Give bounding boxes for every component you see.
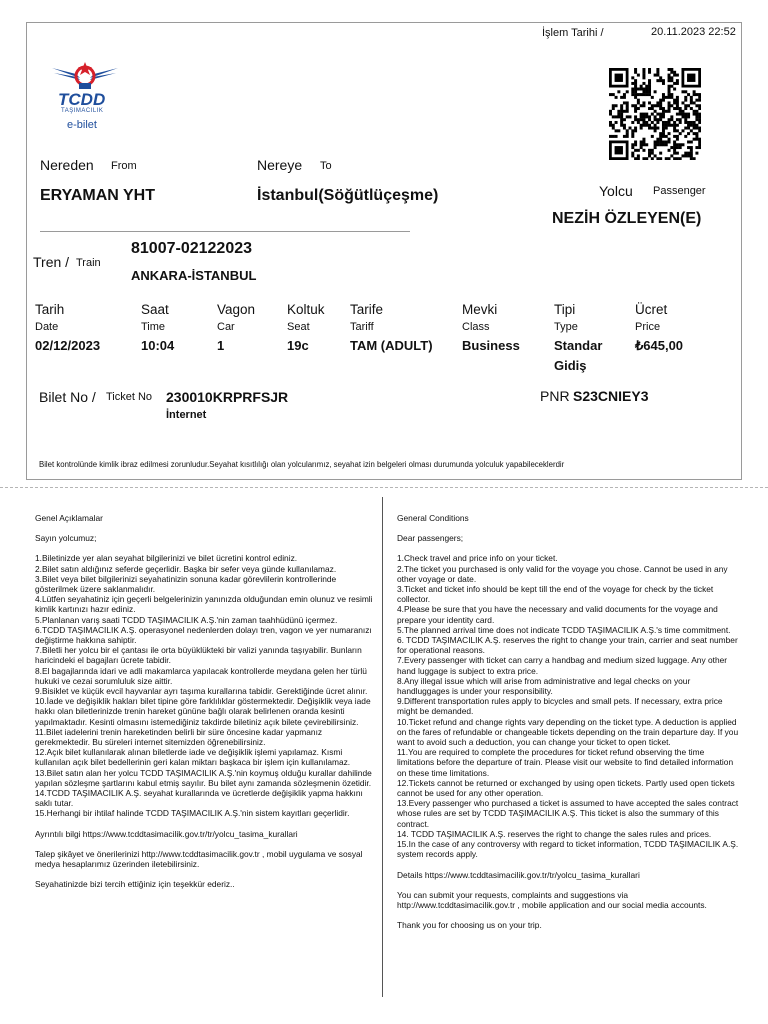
detail-label-tr: Tarih (35, 302, 65, 317)
condition-item: 9.Different transportation rules apply to bicycles and small pets. If necessary, extra price might be demanded. (397, 696, 723, 717)
from-label-tr: Nereden (40, 157, 94, 173)
condition-item: 4.Lütfen seyahatiniz için geçerli belgelerinizin yanınızda olduğundan emin olunuz ve resimli kimlik kartınızı hazır ediniz. (35, 594, 373, 615)
pnr-label: PNR (540, 388, 570, 404)
detail-label-tr: Tarife (350, 302, 384, 317)
condition-item: 15.In the case of any controversy with regard to ticket information, TCDD TAŞIMACILIK A.Ş. system records apply. (397, 839, 739, 860)
condition-item: 1.Biletinizde yer alan seyahat bilgilerinizi ve bilet ücretini kontrol ediniz. (35, 553, 298, 564)
condition-item: 7.Biletli her yolcu bir el çantası ile orta büyüklükteki bir valizi yanında taşıyabilir. Bunların haricindeki el bagajları ücrete tabidir. (35, 645, 362, 666)
transaction-date-value: 20.11.2023 22:52 (651, 26, 736, 38)
transaction-date-label: İşlem Tarihi / (542, 27, 604, 39)
detail-value: 1 (217, 338, 225, 353)
conditions-en-thanks: Thank you for choosing us on your trip. (397, 920, 542, 931)
condition-item: 2.Bilet satın aldığınız seferde geçerlidir. Başka bir sefer veya günde kullanılamaz. (35, 563, 337, 574)
detail-label-tr: Koltuk (287, 302, 325, 317)
train-label-en: Train (76, 257, 101, 269)
column-divider (382, 497, 383, 997)
condition-item: 3.Ticket and ticket info should be kept till the end of the voyage for check by the ticket collector. (397, 584, 714, 605)
train-label-tr: Tren / (33, 254, 70, 270)
detail-label-tr: Ücret (635, 302, 668, 317)
condition-item: 13.Bilet satın alan her yolcu TCDD TAŞIMACILIK A.Ş.'nin koymuş olduğu kurallar dahilinde yapılan sözleşme şartlarını kabul etmiş sayılır. Bu bilet aynı zamanda sözleşmenin özetidir. (35, 767, 372, 788)
detail-label-tr: Vagon (217, 302, 256, 317)
detail-label-tr: Tipi (554, 302, 576, 317)
detail-label-tr: Saat (141, 302, 169, 317)
condition-item: 12.Tickets cannot be returned or exchanged by using open tickets. Partly used open tickets cannot be used for any other operation. (397, 777, 735, 799)
detail-label-en: Price (635, 321, 661, 333)
to-station: İstanbul(Söğütlüçeşme) (257, 187, 439, 204)
qr-code (609, 68, 701, 160)
tcdd-logo-icon (50, 58, 120, 92)
sales-channel: İnternet (166, 409, 207, 421)
conditions-tr-title: Genel Açıklamalar (35, 513, 103, 523)
passenger-label-tr: Yolcu (599, 183, 633, 199)
detail-value: 19c (287, 338, 309, 353)
condition-item: 10.İade ve değişiklik hakları bilet tipine göre farklılıklar göstermektedir. Değişiklik veya iade hakkı olan biletlerinizde trenin hareket gününe bağlı olarak belirlenen oranda kesinti yapılmaktadır. Kesinti olmasını istemediğiniz takdirde biletiniz açık bilete çevirebilirsiniz. (35, 696, 371, 727)
from-station: ERYAMAN YHT (40, 187, 155, 204)
condition-item: 14.TCDD TAŞIMACILIK A.Ş. seyahat kurallarında ve ücretlerde değişiklik yapma hakkını saklı tutar. (35, 788, 363, 809)
train-route: ANKARA-İSTANBUL (131, 268, 257, 283)
condition-item: 5.Planlanan varış saati TCDD TAŞIMACILIK A.Ş.'nin zaman taahhüdünü içermez. (35, 614, 338, 625)
detail-value: TAM (ADULT) (350, 338, 433, 353)
to-label-en: To (320, 160, 332, 172)
conditions-tr (35, 513, 375, 900)
detail-label-en: Tariff (350, 321, 374, 333)
train-number: 81007-02122023 (131, 240, 253, 257)
tear-line (0, 487, 768, 488)
condition-item: 15.Herhangi bir ihtilaf halinde TCDD TAŞIMACILIK A.Ş.'nin sistem kayıtları geçerlidir. (35, 808, 350, 819)
detail-value: Business (462, 338, 520, 353)
condition-item: 3.Bilet veya bilet bilgilerinizi seyahatinizin sonuna kadar görevlilerin kontrollerinde gösterilmek üzere saklanmalıdır. (35, 573, 337, 595)
passenger-name: NEZİH ÖZLEYEN(E) (552, 210, 702, 227)
detail-value: ₺645,00 (635, 338, 684, 353)
conditions-en-list (397, 553, 742, 859)
detail-label-tr: Mevki (462, 302, 498, 317)
detail-value: 02/12/2023 (35, 338, 101, 353)
conditions-en-greeting: Dear passengers; (397, 533, 464, 544)
conditions-en-more-info: Details https://www.tcddtasimacilik.gov.tr/tr/yolcu_tasima_kurallari (397, 869, 640, 880)
conditions-en-title: General Conditions (397, 513, 469, 523)
logo-ebilet: e-bilet (67, 119, 97, 131)
condition-item: 6.TCDD TAŞIMACILIK A.Ş. operasyonel nedenlerden dolayı tren, vagon ve yer numaranızı değiştirme hakkına sahiptir. (35, 624, 372, 646)
detail-value: 10:04 (141, 338, 175, 353)
conditions-en (397, 513, 742, 940)
detail-label-en: Class (462, 321, 490, 333)
detail-value-secondary: Gidiş (554, 358, 587, 373)
condition-item: 14. TCDD TAŞIMACILIK A.Ş. reserves the right to change the sales rules and prices. (397, 828, 712, 839)
conditions-tr-greeting: Sayın yolcumuz; (35, 533, 97, 544)
conditions-tr-more-info: Ayrıntılı bilgi https://www.tcddtasimacilik.gov.tr/tr/yolcu_tasima_kurallari (35, 828, 298, 839)
conditions-tr-thanks: Seyahatinizde bizi tercih ettiğiniz için teşekkür ederiz.. (35, 879, 235, 890)
detail-value: Standar (554, 338, 603, 353)
ticket-number-label-en: Ticket No (106, 391, 153, 403)
conditions-en-complaints: You can submit your requests, complaints and suggestions via http://www.tcddtasimacilik.gov.tr , mobile application and our social media accounts. (397, 889, 707, 910)
detail-label-en: Date (35, 321, 59, 333)
condition-item: 4.Please be sure that you have the necessary and valid documents for the voyage and prepare your identity card. (397, 604, 718, 625)
logo-subtitle: TAŞIMACILIK (61, 108, 104, 114)
condition-item: 10.Ticket refund and change rights vary depending on the ticket type. A deduction is applied on the fares of refundable or changeable tickets depending on the train departure day. If you want to avoid such a deduction, you can change your ticket to open ticket. (397, 716, 739, 748)
id-notice: Bilet kontrolünde kimlik ibraz edilmesi zorunludur.Seyahat kısıtlılığı olan yolcularımız, seyahat izin belgeleri olması durumunda yolculuk yapabileceklerdir (39, 460, 565, 469)
detail-label-en: Time (141, 321, 166, 333)
condition-item: 9.Bisiklet ve küçük evcil hayvanlar ayrı taşıma kurallarına tabidir. Gerektiğinde ücret alınır. (35, 686, 368, 697)
logo-name: TCDD (58, 90, 106, 109)
detail-label-en: Type (554, 321, 578, 333)
condition-item: 11.You are required to complete the procedures for ticket refund observing the time limitations before the departure of train. Please visit our website to find detailed information on these time limitations. (397, 747, 734, 778)
condition-item: 1.Check travel and price info on your ticket. (397, 553, 558, 564)
passenger-label-en: Passenger (653, 185, 706, 197)
condition-item: 5.The planned arrival time does not indicate TCDD TAŞIMACILIK A.Ş.'s time commitment. (397, 624, 731, 635)
condition-item: 13.Every passenger who purchased a ticket is assumed to have accepted the sales contract whose rules are set by TCDD TAŞIMACILIK A.Ş. This ticket is also the summary of this contract. (397, 798, 739, 829)
condition-item: 11.Bilet iadelerini trenin hareketinden belirli bir süre öncesine kadar yapmanız gerekmektedir. Bu süreleri internet sitemizden öğrenebilirsiniz. (35, 726, 323, 748)
conditions-tr-list (35, 553, 375, 818)
route-separator (40, 231, 410, 232)
condition-item: 7.Every passenger with ticket can carry a handbag and medium sized luggage. Any other hand luggage is subject to extra price. (397, 655, 728, 676)
ticket-number-label-tr: Bilet No / (39, 389, 96, 405)
detail-label-en: Car (217, 321, 235, 333)
condition-item: 8.El bagajlarında idari ve adli makamlarca yapılacak kontrollerde meydana gelen her türlü hukuki ve cezai sorumluluk size aittir. (35, 665, 367, 686)
detail-label-en: Seat (287, 321, 310, 333)
conditions-tr-complaints: Talep şikâyet ve önerilerinizi http://www.tcddtasimacilik.gov.tr , mobil uygulama ve sosyal medya hesaplarımız üzerinden iletebilirsiniz. (35, 848, 363, 870)
pnr-code: S23CNIEY3 (573, 388, 649, 404)
condition-item: 6. TCDD TAŞIMACILIK A.Ş. reserves the right to change your train, carrier and seat number for operational reasons. (397, 635, 738, 656)
condition-item: 2.The ticket you purchased is only valid for the voyage you chose. Cannot be used in any other voyage or date. (397, 563, 728, 584)
condition-item: 12.Açık bilet kullanılarak alınan biletlerde iade ve değişiklik işlemi yapılamaz. Kısmi kullanılan açık bilet bedellerinin geri kalan miktarı başkaca bir işlem için kullanılamaz. (35, 747, 351, 768)
condition-item: 8.Any illegal issue which will arise from administrative and legal checks on your handluggages is under your responsibility. (397, 675, 691, 697)
from-label-en: From (111, 160, 137, 172)
ticket-number: 230010KRPRFSJR (166, 389, 289, 405)
to-label-tr: Nereye (257, 157, 303, 173)
